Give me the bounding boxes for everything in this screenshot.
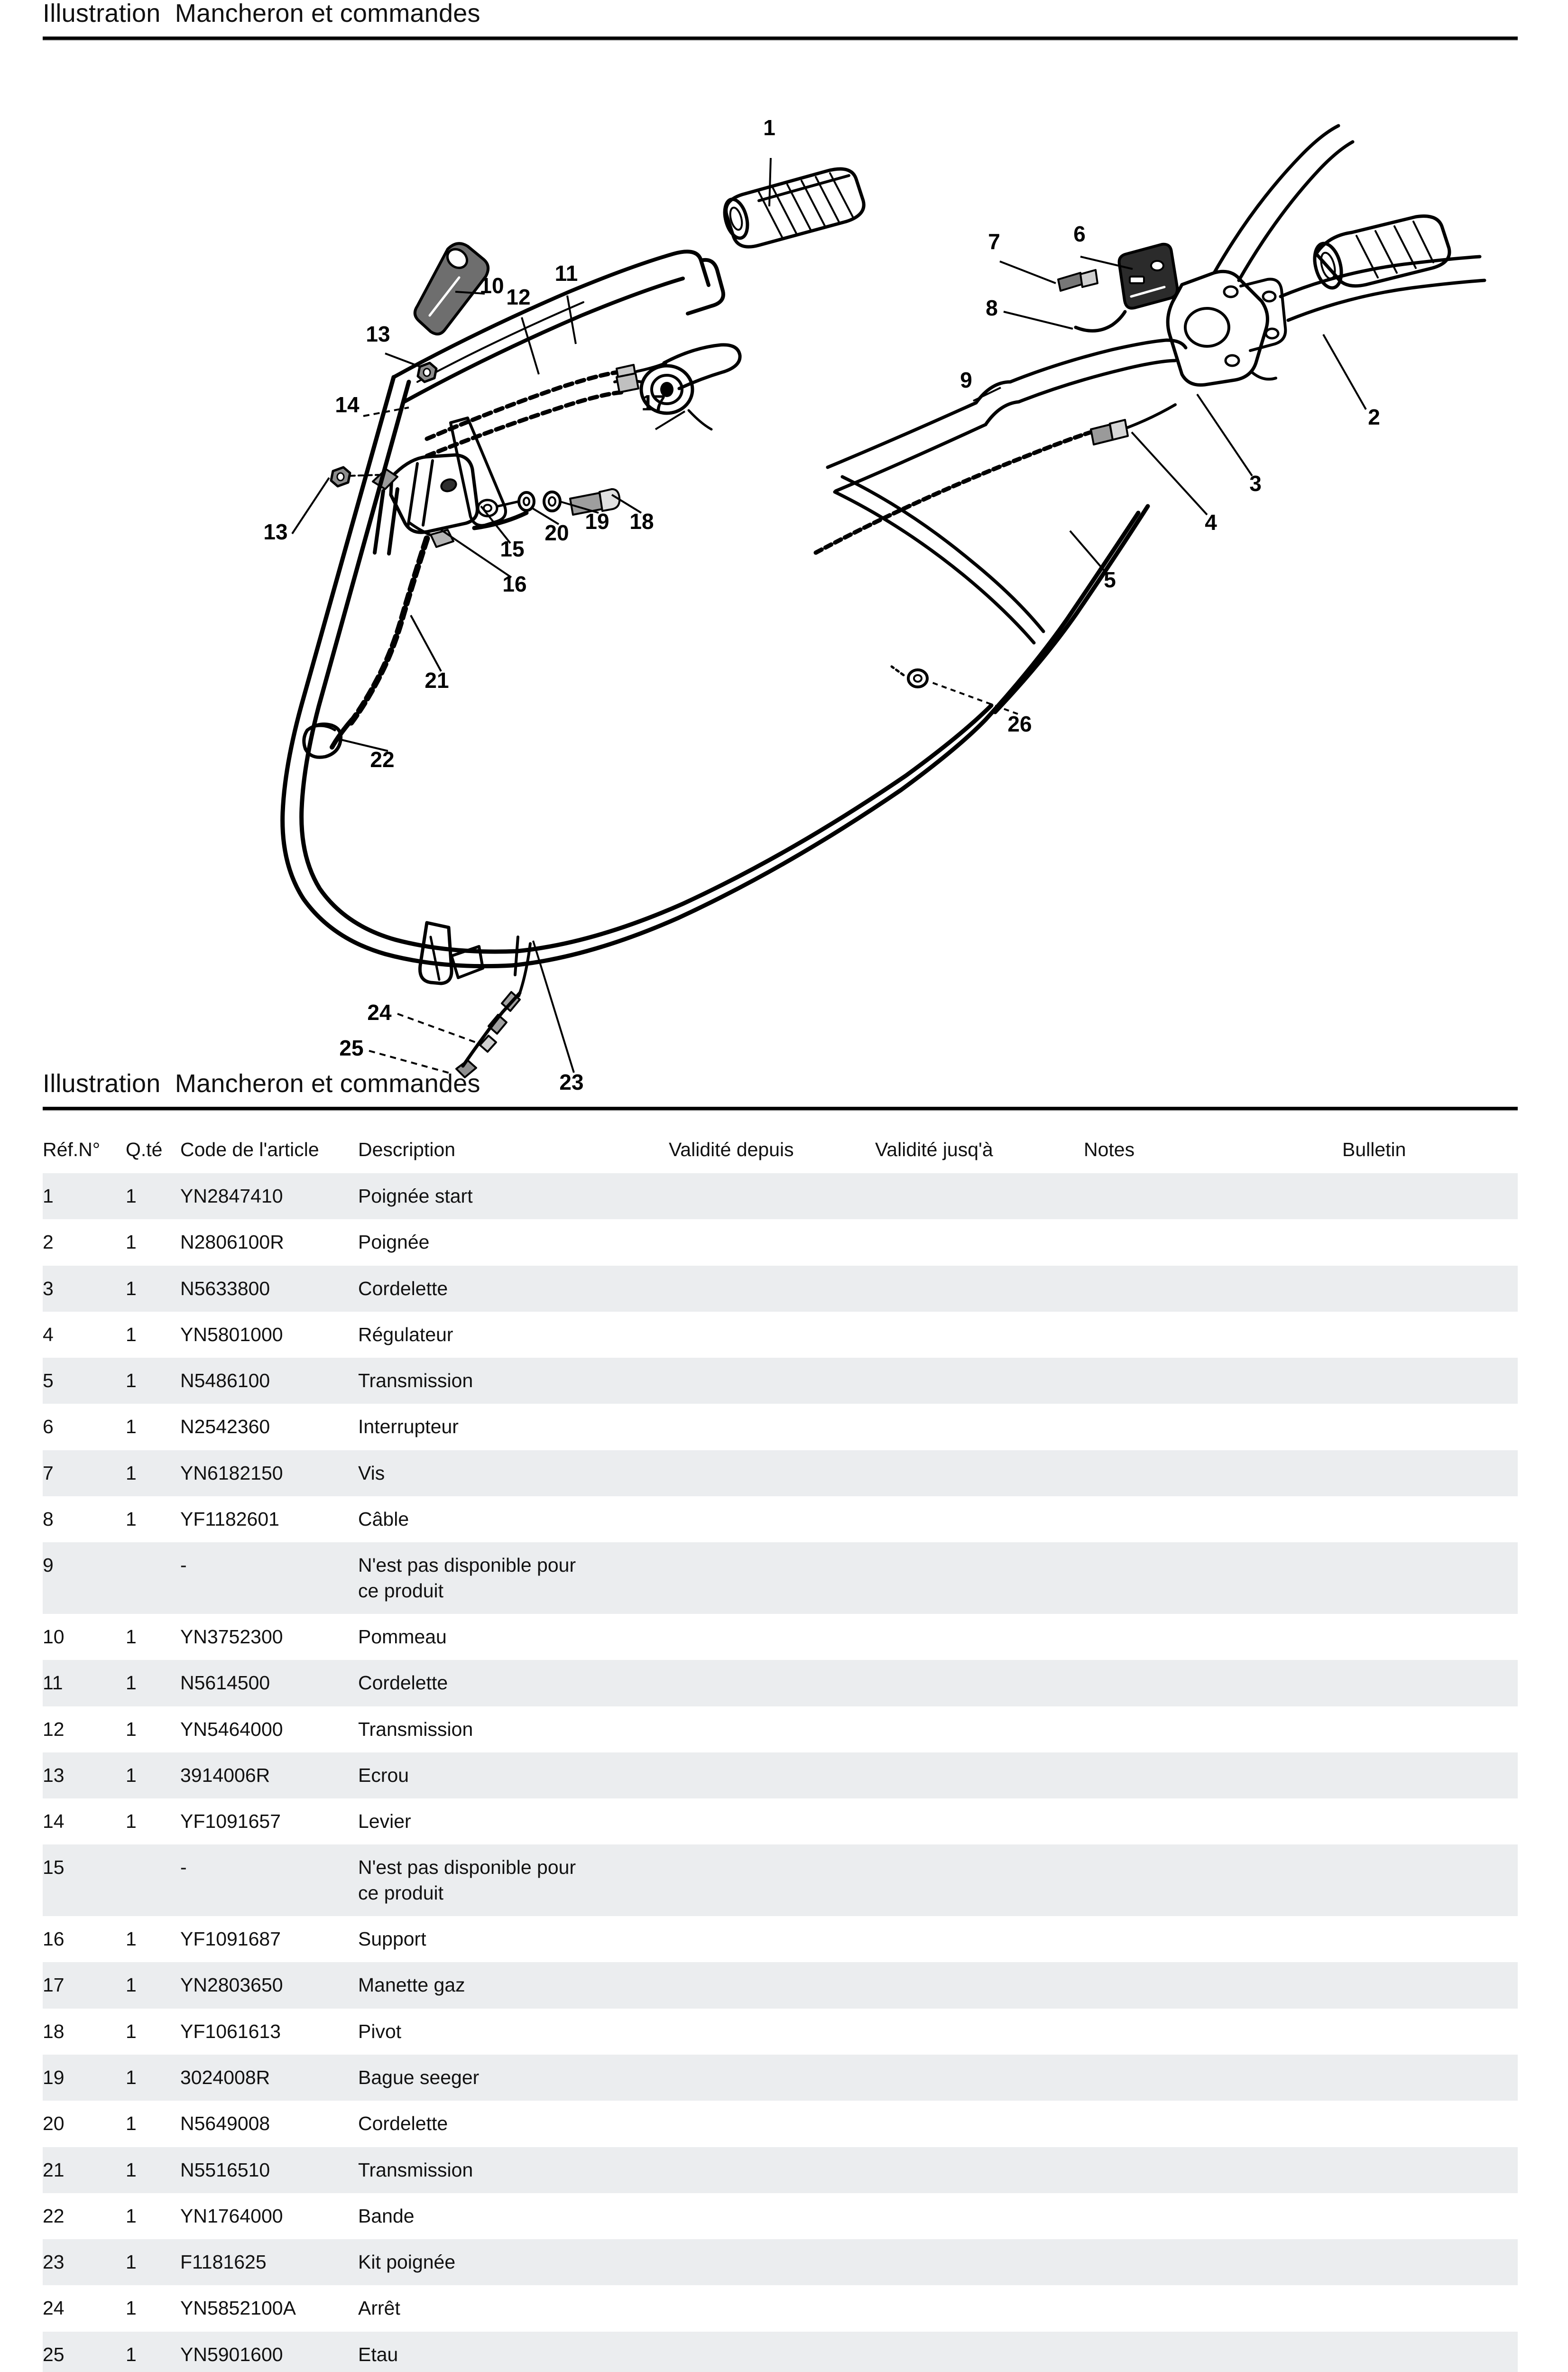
cell-validity-from — [669, 1542, 875, 1614]
table-row[interactable] — [43, 1660, 1518, 1706]
cell-notes — [1084, 1450, 1342, 1496]
col-header-until: Validité jusq'à — [875, 1139, 993, 1160]
cell-ref: 5 — [43, 1358, 126, 1404]
cell-validity-until — [875, 1962, 1084, 2008]
cell-description: Transmission — [358, 2147, 669, 2193]
table-row[interactable] — [43, 2009, 1518, 2055]
cell-notes — [1084, 1706, 1342, 1752]
heading-rule-top — [43, 37, 1518, 41]
cell-description: Cordelette — [358, 2113, 448, 2135]
cell-description: Etau — [358, 2332, 669, 2372]
cell-ref: 15 — [43, 1844, 126, 1916]
cell-validity-until — [875, 1798, 1084, 1844]
part-10-pommeau — [415, 243, 488, 334]
callout-14: 14 — [335, 392, 360, 417]
cell-validity-until — [875, 2332, 1084, 2372]
cell-ref: 22 — [43, 2205, 65, 2227]
cell-qty: 1 — [126, 1323, 137, 1345]
callout-13-upper: 13 — [366, 322, 390, 346]
cell-description: Transmission — [358, 1718, 473, 1740]
cell-description: Pivot — [358, 2020, 402, 2042]
cell-qty — [126, 1844, 180, 1916]
cell-code: YN5901600 — [180, 2332, 358, 2372]
handlebar-assembly-drawing — [283, 126, 1485, 1077]
cell-validity-from — [669, 1660, 875, 1706]
cell-bulletin — [1342, 1312, 1518, 1358]
table-row[interactable] — [43, 1798, 1518, 1844]
table-row[interactable] — [43, 1404, 1518, 1450]
cell-code: 3914006R — [180, 1752, 358, 1798]
col-header-desc: Description — [358, 1139, 456, 1160]
cell-bulletin — [1342, 1358, 1518, 1404]
cell-validity-from — [669, 1496, 875, 1542]
cell-description: N'est pas disponible pour ce produit — [358, 1542, 669, 1614]
cell-ref: 25 — [43, 2332, 126, 2372]
cell-validity-from — [669, 1266, 875, 1312]
callout-15: 15 — [500, 537, 525, 561]
table-header-row — [43, 1139, 1518, 1173]
cell-validity-from — [669, 2147, 875, 2193]
col-header-from: Validité depuis — [669, 1139, 794, 1160]
cell-code: YN3752300 — [180, 1625, 283, 1648]
cell-description: Câble — [358, 1508, 409, 1530]
handlebar-tube-upper-right — [1214, 126, 1485, 320]
parts-table-container — [43, 1139, 1518, 2372]
cell-code: F1181625 — [180, 2239, 358, 2285]
cell-qty: 1 — [126, 1266, 180, 1312]
cell-validity-until — [875, 1219, 1084, 1265]
cell-qty: 1 — [126, 1962, 180, 2008]
cell-qty: 1 — [126, 2205, 137, 2227]
cell-notes — [1084, 2239, 1342, 2285]
cell-ref: 19 — [43, 2055, 126, 2101]
table-row[interactable] — [43, 2101, 1518, 2147]
cell-ref: 23 — [43, 2239, 126, 2285]
cell-code: YN6182150 — [180, 1450, 358, 1496]
cell-description: Vis — [358, 1450, 669, 1496]
cell-validity-from — [669, 1173, 875, 1219]
part-26-plug — [892, 667, 927, 687]
cell-validity-from — [669, 1916, 875, 1962]
table-row[interactable] — [43, 1173, 1518, 1219]
table-row[interactable] — [43, 1542, 1518, 1614]
cell-ref: 9 — [43, 1542, 126, 1614]
cell-bulletin — [1342, 1404, 1518, 1450]
cell-bulletin — [1342, 2101, 1518, 2147]
callout-5: 5 — [1104, 567, 1116, 592]
callout-19: 19 — [585, 509, 609, 534]
callout-7: 7 — [988, 229, 1000, 254]
cell-validity-until — [875, 1660, 1084, 1706]
cell-validity-until — [875, 2239, 1084, 2285]
cell-notes — [1084, 1798, 1342, 1844]
cell-validity-until — [875, 2285, 1084, 2331]
cell-ref: 12 — [43, 1718, 65, 1740]
cell-notes — [1084, 2009, 1342, 2055]
cell-notes — [1084, 1614, 1342, 1660]
cell-code: N5486100 — [180, 1358, 358, 1404]
cell-notes — [1084, 2285, 1342, 2331]
cell-qty: 1 — [126, 1508, 137, 1530]
table-row[interactable] — [43, 2193, 1518, 2239]
cell-notes — [1084, 2055, 1342, 2101]
table-row[interactable] — [43, 2332, 1518, 2372]
callout-8: 8 — [986, 296, 998, 320]
callout-25: 25 — [339, 1036, 364, 1060]
cell-bulletin — [1342, 1496, 1518, 1542]
cell-qty: 1 — [126, 1625, 137, 1648]
table-row[interactable] — [43, 1706, 1518, 1752]
cell-notes — [1084, 2101, 1342, 2147]
part-8-cable — [1076, 312, 1125, 331]
cell-validity-from — [669, 2009, 875, 2055]
parts-table-head — [43, 1139, 1518, 1173]
cell-bulletin — [1342, 1173, 1518, 1219]
cell-bulletin — [1342, 1266, 1518, 1312]
illustration-section-heading-top — [43, 0, 1518, 41]
cell-validity-from — [669, 2332, 875, 2372]
cell-bulletin — [1342, 1219, 1518, 1265]
cell-ref: 2 — [43, 1231, 54, 1253]
cell-validity-until — [875, 1266, 1084, 1312]
cell-bulletin — [1342, 1542, 1518, 1614]
col-header-ref: Réf.N° — [43, 1139, 101, 1160]
cell-description: N'est pas disponible pour ce produit — [358, 1844, 669, 1916]
parts-table — [43, 1139, 1518, 2372]
cell-qty: 1 — [126, 1718, 137, 1740]
cell-qty: 1 — [126, 2055, 180, 2101]
table-row[interactable] — [43, 2055, 1518, 2101]
part-6-switch-block — [1119, 244, 1178, 308]
cell-validity-from — [669, 2285, 875, 2331]
parts-table-body — [43, 1173, 1518, 2372]
cell-validity-until — [875, 2009, 1084, 2055]
callout-12: 12 — [506, 285, 531, 309]
cell-validity-from — [669, 1404, 875, 1450]
table-row[interactable] — [43, 1752, 1518, 1798]
cell-code: N5516510 — [180, 2147, 358, 2193]
cell-qty: 1 — [126, 1358, 180, 1404]
table-row[interactable] — [43, 1219, 1518, 1265]
part-13-nut-lower — [331, 467, 378, 486]
cell-notes — [1084, 2193, 1342, 2239]
table-row[interactable] — [43, 1312, 1518, 1358]
cell-qty: 1 — [126, 1173, 180, 1219]
cell-code: - — [180, 1542, 358, 1614]
cell-validity-from — [669, 1844, 875, 1916]
cell-ref: 14 — [43, 1810, 65, 1833]
cell-notes — [1084, 2332, 1342, 2372]
cell-qty — [126, 1542, 180, 1614]
callout-26: 26 — [1007, 712, 1032, 736]
heading-rule-bottom — [43, 1107, 1518, 1111]
cell-description: Levier — [358, 1810, 411, 1833]
cell-bulletin — [1342, 1916, 1518, 1962]
cell-validity-until — [875, 1614, 1084, 1660]
table-row[interactable] — [43, 1962, 1518, 2008]
table-row[interactable] — [43, 1358, 1518, 1404]
part-21-transmission-cable — [332, 538, 427, 747]
callout-13-lower: 13 — [263, 519, 288, 544]
cell-validity-until — [875, 1542, 1084, 1614]
cell-bulletin — [1342, 2285, 1518, 2331]
cell-bulletin — [1342, 2055, 1518, 2101]
table-row[interactable] — [43, 2285, 1518, 2331]
cell-description: Cordelette — [358, 1266, 669, 1312]
col-header-notes: Notes — [1084, 1139, 1135, 1160]
cell-bulletin — [1342, 1660, 1518, 1706]
cell-bulletin — [1342, 1706, 1518, 1752]
cell-ref: 13 — [43, 1752, 126, 1798]
cell-notes — [1084, 1219, 1342, 1265]
cell-bulletin — [1342, 1450, 1518, 1496]
cell-ref: 21 — [43, 2147, 126, 2193]
cell-code: YN5852100A — [180, 2297, 296, 2319]
callout-6: 6 — [1073, 222, 1086, 246]
cell-qty: 1 — [126, 1660, 180, 1706]
callout-1: 1 — [763, 115, 775, 140]
cell-validity-until — [875, 1358, 1084, 1404]
cell-description: Régulateur — [358, 1323, 453, 1345]
cell-code: - — [180, 1844, 358, 1916]
cell-validity-from — [669, 1798, 875, 1844]
cell-validity-until — [875, 2147, 1084, 2193]
cell-description: Poignée — [358, 1231, 430, 1253]
cell-validity-until — [875, 1404, 1084, 1450]
cell-bulletin — [1342, 2147, 1518, 2193]
cell-code: N5633800 — [180, 1266, 358, 1312]
callout-9: 9 — [960, 368, 972, 392]
cell-qty: 1 — [126, 2147, 180, 2193]
handlebar-frame — [283, 377, 1148, 966]
callout-23: 23 — [559, 1070, 584, 1094]
part-19-seeger-ring — [544, 492, 560, 511]
cell-bulletin — [1342, 1962, 1518, 2008]
callout-16: 16 — [502, 572, 527, 596]
cell-code: YF1182601 — [180, 1508, 279, 1530]
cell-ref: 24 — [43, 2297, 65, 2319]
cell-validity-until — [875, 2193, 1084, 2239]
callout-17: 17 — [641, 390, 666, 415]
col-header-bulletin: Bulletin — [1342, 1139, 1406, 1160]
cell-qty: 1 — [126, 1416, 137, 1438]
table-row[interactable] — [43, 1496, 1518, 1542]
page-title-bottom: Illustration Mancheron et commandes — [43, 1069, 480, 1098]
cell-code: N5614500 — [180, 1660, 358, 1706]
cell-bulletin — [1342, 1614, 1518, 1660]
cell-validity-from — [669, 2193, 875, 2239]
cell-notes — [1084, 1496, 1342, 1542]
callout-22: 22 — [370, 747, 395, 772]
callout-20: 20 — [544, 520, 569, 545]
cell-ref: 6 — [43, 1416, 54, 1438]
parts-list-section-heading — [43, 1070, 1518, 1111]
cell-validity-until — [875, 1844, 1084, 1916]
callout-11: 11 — [554, 261, 578, 286]
cell-ref: 16 — [43, 1928, 65, 1950]
cell-qty: 1 — [126, 2020, 137, 2042]
part-1-starter-grip — [721, 169, 864, 247]
cell-qty: 1 — [126, 2113, 137, 2135]
table-row[interactable] — [43, 1916, 1518, 1962]
cell-notes — [1084, 1916, 1342, 1962]
cell-validity-from — [669, 1752, 875, 1798]
part-3-cordelette-and-adjuster — [816, 405, 1175, 553]
cell-validity-from — [669, 2055, 875, 2101]
cell-validity-from — [669, 1962, 875, 2008]
cell-validity-from — [669, 1358, 875, 1404]
part-4-regulator-bracket — [1168, 271, 1285, 385]
cell-code: YF1091657 — [180, 1810, 281, 1833]
cell-validity-from — [669, 1312, 875, 1358]
cell-description: Bande — [358, 2205, 415, 2227]
cell-validity-until — [875, 2101, 1084, 2147]
cell-ref: 7 — [43, 1450, 126, 1496]
cell-ref: 4 — [43, 1323, 54, 1345]
cell-qty: 1 — [126, 1810, 137, 1833]
cell-bulletin — [1342, 2009, 1518, 2055]
cell-validity-from — [669, 2239, 875, 2285]
cell-code: YF1091687 — [180, 1928, 281, 1950]
cell-ref: 1 — [43, 1173, 126, 1219]
cell-bulletin — [1342, 2193, 1518, 2239]
col-header-qty: Q.té — [126, 1139, 163, 1160]
cell-bulletin — [1342, 1752, 1518, 1798]
cell-description: Manette gaz — [358, 1962, 669, 2008]
cell-validity-from — [669, 1614, 875, 1660]
cell-qty: 1 — [126, 1231, 137, 1253]
table-row[interactable] — [43, 1614, 1518, 1660]
cell-qty: 1 — [126, 2297, 137, 2319]
cell-validity-until — [875, 1496, 1084, 1542]
cell-validity-until — [875, 1173, 1084, 1219]
cell-notes — [1084, 1404, 1342, 1450]
cell-code: 3024008R — [180, 2055, 358, 2101]
cell-code: YN2847410 — [180, 1173, 358, 1219]
part-13-nut-upper — [418, 363, 436, 382]
cell-description: Poignée start — [358, 1173, 669, 1219]
cell-notes — [1084, 1542, 1342, 1614]
cell-validity-from — [669, 2101, 875, 2147]
cell-code: N2806100R — [180, 1231, 284, 1253]
table-row[interactable] — [43, 1266, 1518, 1312]
cell-notes — [1084, 1312, 1342, 1358]
cell-notes — [1084, 2147, 1342, 2193]
cell-code: N5649008 — [180, 2113, 270, 2135]
cell-notes — [1084, 1962, 1342, 2008]
callout-10: 10 — [480, 273, 504, 298]
callout-2: 2 — [1368, 405, 1380, 429]
cell-bulletin — [1342, 2332, 1518, 2372]
cell-notes — [1084, 1752, 1342, 1798]
cell-ref: 20 — [43, 2113, 65, 2135]
cell-validity-from — [669, 1450, 875, 1496]
callout-3: 3 — [1249, 471, 1262, 496]
cell-description: Pommeau — [358, 1625, 447, 1648]
cell-description: Interrupteur — [358, 1416, 459, 1438]
cell-description: Transmission — [358, 1358, 669, 1404]
cell-description: Bague seeger — [358, 2055, 669, 2101]
cell-notes — [1084, 1844, 1342, 1916]
cell-validity-from — [669, 1706, 875, 1752]
part-7-screw — [1058, 270, 1098, 291]
cell-description: Kit poignée — [358, 2239, 669, 2285]
cell-notes — [1084, 1660, 1342, 1706]
cell-validity-until — [875, 1706, 1084, 1752]
table-row[interactable] — [43, 1450, 1518, 1496]
table-row[interactable] — [43, 1844, 1518, 1916]
callout-24: 24 — [367, 1000, 392, 1025]
cell-description: Arrêt — [358, 2297, 400, 2319]
cell-description: Ecrou — [358, 1752, 669, 1798]
cell-ref: 3 — [43, 1266, 126, 1312]
cell-validity-until — [875, 1450, 1084, 1496]
cell-ref: 17 — [43, 1962, 126, 2008]
table-row[interactable] — [43, 2147, 1518, 2193]
cell-notes — [1084, 1266, 1342, 1312]
cell-notes — [1084, 1358, 1342, 1404]
cell-validity-from — [669, 1219, 875, 1265]
cell-validity-until — [875, 2055, 1084, 2101]
callout-18: 18 — [629, 509, 654, 534]
col-header-code: Code de l'article — [180, 1139, 319, 1160]
cell-notes — [1084, 1173, 1342, 1219]
cell-ref: 11 — [43, 1660, 126, 1706]
page-title-top: Illustration Mancheron et commandes — [43, 0, 480, 28]
cell-ref: 8 — [43, 1508, 54, 1530]
cell-validity-until — [875, 1312, 1084, 1358]
cell-qty: 1 — [126, 1752, 180, 1798]
cell-code: YN5801000 — [180, 1323, 283, 1345]
cell-validity-until — [875, 1916, 1084, 1962]
cell-ref: 10 — [43, 1625, 65, 1648]
cell-ref: 18 — [43, 2020, 65, 2042]
cell-qty: 1 — [126, 2239, 180, 2285]
cell-description: Support — [358, 1928, 426, 1950]
cell-qty: 1 — [126, 2332, 180, 2372]
cell-qty: 1 — [126, 1928, 137, 1950]
table-row[interactable] — [43, 2239, 1518, 2285]
part-9-transmission-conduit — [828, 340, 1186, 491]
cell-code: YN1764000 — [180, 2205, 283, 2227]
callout-4: 4 — [1205, 510, 1217, 535]
cell-code: YN5464000 — [180, 1718, 283, 1740]
cell-bulletin — [1342, 2239, 1518, 2285]
callout-21: 21 — [424, 668, 449, 693]
cell-validity-until — [875, 1752, 1084, 1798]
cell-code: YF1061613 — [180, 2020, 281, 2042]
cell-bulletin — [1342, 1844, 1518, 1916]
cell-code: YN2803650 — [180, 1962, 358, 2008]
cell-code: N2542360 — [180, 1416, 270, 1438]
cell-description: Cordelette — [358, 1660, 669, 1706]
cell-qty: 1 — [126, 1450, 180, 1496]
cell-bulletin — [1342, 1798, 1518, 1844]
